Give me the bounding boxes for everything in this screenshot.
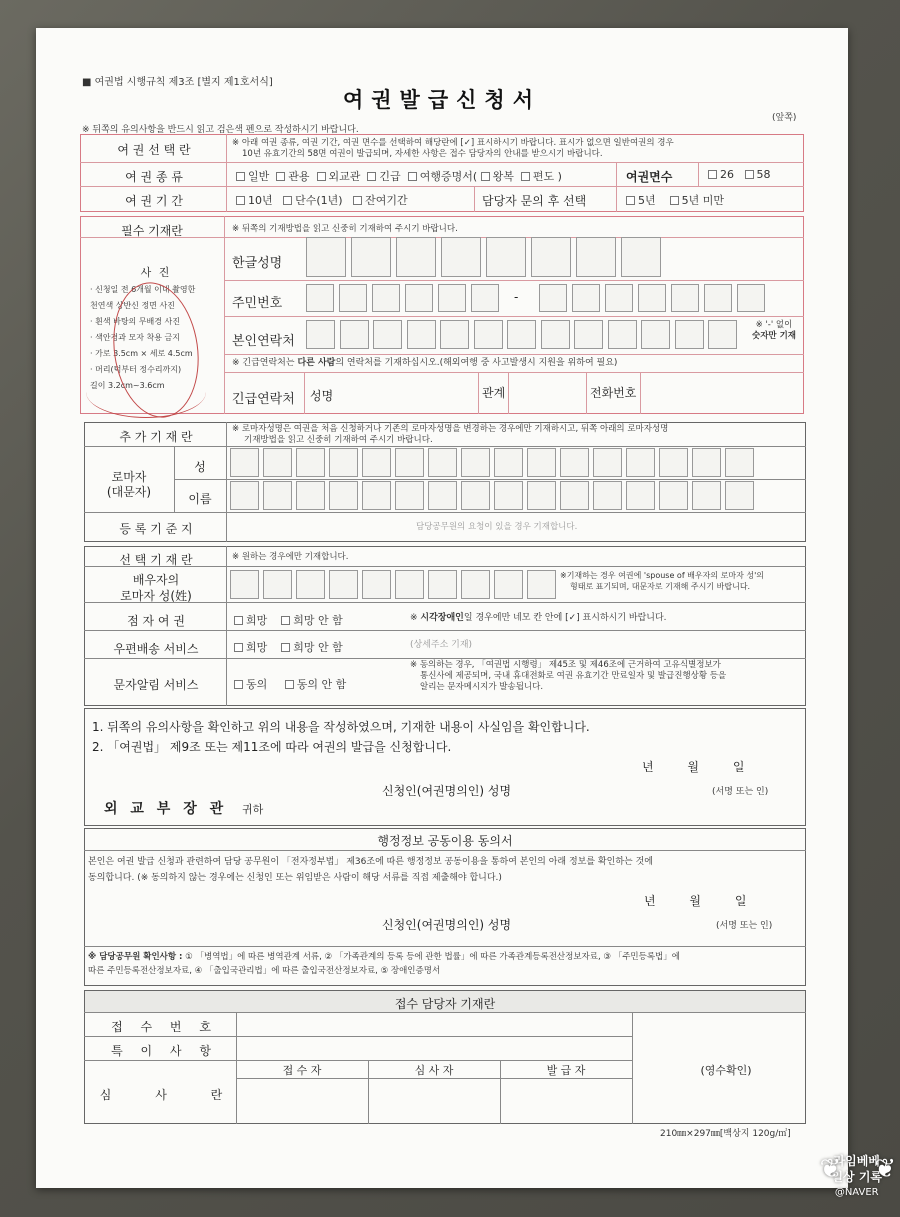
emergency-phone-input[interactable] [644, 378, 800, 408]
surname-label: 성 [194, 460, 206, 474]
spouse-surname-label: 배우자의 로마자 성(姓) [120, 573, 192, 603]
braille-want-checkbox[interactable]: 희망 [234, 614, 267, 627]
special-notes-input[interactable] [238, 1038, 630, 1058]
braille-note: ※ 시각장애인일 경우에만 네모 칸 안에 [✓] 표시하시기 바랍니다. [410, 613, 667, 623]
receiver-sign-input[interactable] [238, 1080, 366, 1122]
additional-label: 추 가 기 재 란 [119, 430, 193, 444]
postal-want-checkbox[interactable]: 희망 [234, 641, 267, 654]
reviewer-label: 심 사 자 [414, 1064, 454, 1077]
braille-no-checkbox[interactable]: 희망 안 함 [281, 614, 343, 627]
resident-number-back-boxes[interactable] [539, 284, 770, 312]
front-side-label: (앞쪽) [772, 113, 797, 123]
emergency-relation-label: 관계 [482, 386, 506, 400]
receipt-no-input[interactable] [238, 1014, 630, 1034]
consent-date: 년 월 일 [644, 894, 747, 908]
period-single-checkbox[interactable]: 단수(1년) [283, 194, 342, 207]
pages-label: 여권면수 [626, 170, 673, 184]
minister-label: 외 교 부 장 관 [104, 801, 228, 817]
form-reference: ■ 여권법 시행규칙 제3조 [별지 제1호서식] [82, 77, 273, 88]
issuer-sign-input[interactable] [502, 1080, 630, 1122]
sms-label: 문자알림 서비스 [113, 678, 199, 692]
korean-name-boxes[interactable] [306, 237, 666, 277]
declaration-sign: (서명 또는 인) [712, 787, 769, 797]
honorific: 귀하 [242, 803, 264, 816]
additional-notice: ※ 로마자성명은 여권을 처음 신청하거나 기존의 로마자성명을 변경하는 경우에만 기재하시고, 뒤쪽 아래의 로마자성명 기재방법을 읽고 신중히 기재하여 주시기 바랍니다. [232, 424, 669, 445]
selection-label: 여 권 선 택 란 [117, 143, 191, 157]
type-official-checkbox[interactable]: 관용 [276, 170, 309, 183]
receipt-stamp-label: (영수확인) [700, 1064, 752, 1077]
postal-label: 우편배송 서비스 [113, 642, 199, 656]
consult-label: 담당자 문의 후 선택 [482, 194, 587, 208]
top-instruction: ※ 뒤쪽의 유의사항을 반드시 읽고 검은색 펜으로 작성하시기 바랍니다. [82, 125, 359, 135]
selection-notice: ※ 아래 여권 종류, 여권 기간, 여권 면수를 선택하여 해당란에 [✓] 표시하시기 바랍니다. 표시가 없으면 일반여권의 경우 10년 유효기간의 58면 여권이 발급되며, 자세한 사항은 접수 담당자의 안내를 받으시기 바랍니다. [232, 138, 674, 159]
contact-boxes[interactable] [306, 320, 742, 349]
consent-sign: (서명 또는 인) [716, 921, 773, 931]
emergency-relation-input[interactable] [512, 378, 586, 408]
emergency-notice: ※ 긴급연락처는 다른 사람의 연락처를 기재하십시오.(해외여행 중 사고발생시 지원을 위하여 필요) [232, 358, 618, 368]
optional-label: 선 택 기 재 란 [119, 553, 193, 567]
resident-number-dash: - [514, 290, 519, 304]
passport-period-label: 여 권 기 간 [125, 194, 183, 208]
braille-label: 점 자 여 권 [127, 614, 185, 628]
naver-watermark: ❦ 라임베베 일상 기록 @NAVER ❦ [819, 1154, 896, 1198]
type-general-checkbox[interactable]: 일반 [236, 170, 269, 183]
type-diplomatic-checkbox[interactable]: 외교관 [317, 170, 361, 183]
issuer-label: 발 급 자 [546, 1064, 586, 1077]
pages-26-checkbox[interactable]: 26 [708, 168, 734, 181]
spouse-note: ※기재하는 경우 여권에 'spouse of 배우자의 로마자 성'의 형태로 표기되며, 대문자로 기재해 주시기 바랍니다. [560, 571, 765, 591]
photo-title: 사 진 [140, 266, 172, 279]
roman-surname-boxes[interactable] [230, 448, 758, 477]
special-notes-label: 특 이 사 항 [111, 1044, 211, 1058]
sms-agree-checkbox[interactable]: 동의 [234, 678, 267, 691]
emergency-name-label: 성명 [310, 389, 334, 403]
contact-note: ※ '-' 없이 숫자만 기재 [751, 320, 796, 341]
registration-base-label: 등 록 기 준 지 [119, 522, 193, 536]
declaration-applicant: 신청인(여권명의인) 성명 [382, 784, 512, 798]
laurel-right-icon: ❦ [874, 1154, 896, 1184]
consent-text: 본인은 여권 발급 신청과 관련하여 담당 공무원이 「전자정부법」 제36조에 따른 행정정보 공동이용을 통하여 본인의 아래 정보를 확인하는 것에 동의합니다. (※ 동의하지 않는 경우에는 신청인 또는 위임받은 사람이 해당 서류를 직접 제출해야 합니다.) [88, 857, 653, 883]
type-oneway-checkbox[interactable]: 편도 ) [521, 170, 562, 183]
consult-under5y-checkbox[interactable]: 5년 미만 [670, 194, 724, 207]
required-notice: ※ 뒤쪽의 기재방법을 읽고 신중히 기재하여 주시기 바랍니다. [232, 224, 458, 234]
receipt-no-label: 접 수 번 호 [111, 1020, 211, 1034]
emergency-name-input[interactable] [336, 378, 476, 408]
emergency-phone-label: 전화번호 [590, 386, 637, 400]
postal-no-checkbox[interactable]: 희망 안 함 [281, 641, 343, 654]
contact-label: 본인연락처 [232, 334, 295, 349]
official-check-items: ※ 담당공무원 확인사항 : ① 「병역법」에 따른 병역관계 서류, ② 「가족관계의 등록 등에 관한 법률」에 따른 가족관계등록전산정보자료, ③ 「주민등록법」에 따른 주민등록전산정보자료, ④ 「출입국관리법」에 따른 출입국전산정보자료, ⑤ 장애인증명서 [88, 952, 680, 976]
pages-58-checkbox[interactable]: 58 [745, 168, 771, 181]
photo-marker-stroke [86, 366, 206, 418]
type-travel-cert-checkbox[interactable]: 여행증명서( [408, 170, 477, 183]
application-form [36, 28, 848, 1188]
form-title: 여권발급신청서 [342, 88, 541, 112]
sms-note: ※ 동의하는 경우, 「여권법 시행령」 제45조 및 제46조에 근거하여 고유식별정보가 통신사에 제공되며, 국내 휴대전화로 여권 유효기간 만료일자 및 발급진행상황 등을 알리는 문자메시지가 발송됩니다. [410, 660, 727, 692]
resident-number-front-boxes[interactable] [306, 284, 504, 312]
consent-applicant: 신청인(여권명의인) 성명 [382, 918, 512, 932]
resident-number-label: 주민번호 [232, 296, 283, 311]
registration-base-note: 담당공무원의 요청이 있을 경우 기재합니다. [416, 522, 578, 532]
reviewer-sign-input[interactable] [370, 1080, 498, 1122]
emergency-label: 긴급연락처 [232, 392, 295, 407]
consent-title: 행정정보 공동이용 동의서 [377, 834, 513, 848]
review-label: 심 사 란 [99, 1088, 223, 1102]
paper-size-note: 210㎜×297㎜[백상지 120g/㎡] [660, 1129, 791, 1139]
required-label: 필수 기재란 [121, 224, 183, 238]
consult-5y-checkbox[interactable]: 5년 [626, 194, 656, 207]
sms-disagree-checkbox[interactable]: 동의 안 함 [285, 678, 347, 691]
period-remaining-checkbox[interactable]: 잔여기간 [353, 194, 408, 207]
korean-name-label: 한글성명 [232, 256, 283, 271]
declaration-date: 년 월 일 [642, 760, 745, 774]
passport-type-options [236, 168, 562, 184]
type-roundtrip-checkbox[interactable]: 왕복 [481, 170, 514, 183]
passport-type-label: 여 권 종 류 [125, 170, 183, 184]
spouse-surname-boxes[interactable] [230, 570, 560, 599]
roman-given-name-boxes[interactable] [230, 481, 758, 510]
period-10y-checkbox[interactable]: 10년 [236, 194, 273, 207]
receiver-label: 접 수 자 [282, 1064, 322, 1077]
declaration-line-1: 1. 뒤쪽의 유의사항을 확인하고 위의 내용을 작성하였으며, 기재한 내용이 사실임을 확인합니다. [92, 720, 590, 734]
roman-name-label: 로마자 (대문자) [106, 470, 152, 499]
optional-notice: ※ 원하는 경우에만 기재합니다. [232, 552, 349, 562]
given-name-label: 이름 [188, 492, 212, 506]
type-emergency-checkbox[interactable]: 긴급 [367, 170, 400, 183]
laurel-left-icon: ❦ [819, 1154, 842, 1184]
declaration-line-2: 2. 「여권법」 제9조 또는 제11조에 따라 여권의 발급을 신청합니다. [92, 740, 452, 754]
postal-note: (상세주소 기재) [410, 640, 473, 650]
photo-requirements: · 신청일 전 6개월 이내 촬영한 천연색 상반신 정면 사진 · 흰색 바탕의 무배경 사진 · 색안경과 모자 착용 금지 · 가로 3.5cm × 세로 4.5cm · 머리(턱부터 정수리까지) 길이 3.2cm~3.6cm [90, 285, 196, 390]
reception-title: 접수 담당자 기재란 [394, 997, 496, 1011]
